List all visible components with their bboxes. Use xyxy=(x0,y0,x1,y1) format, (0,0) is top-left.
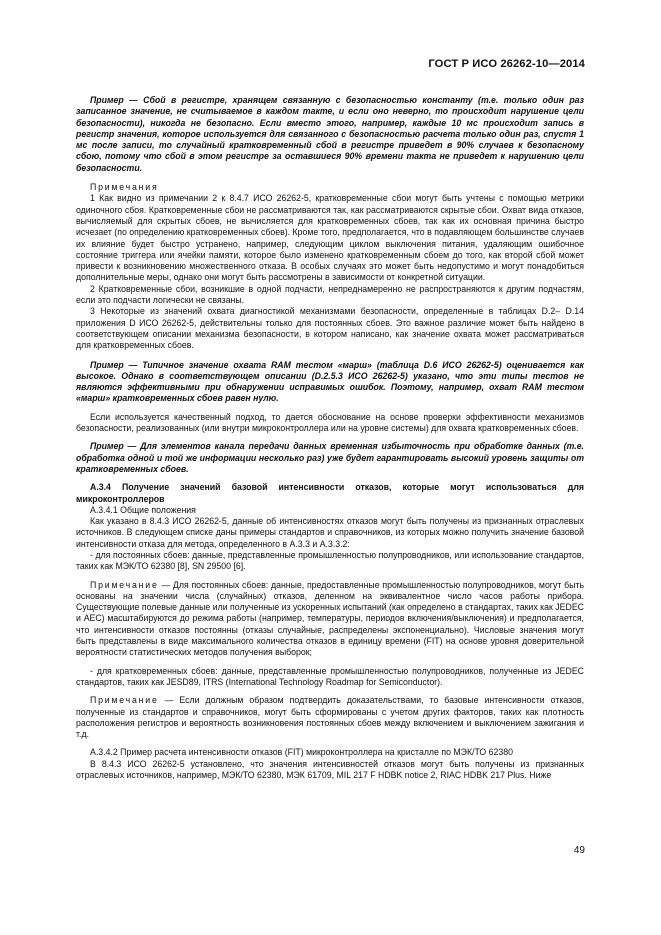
note-paragraph xyxy=(76,580,584,659)
example-paragraph: Пример — Сбой в регистре, хранящем связанную с безопасностью константу (т.е. только один раз записанное значение, не считываемое в каждом такте, и если оно неверно, то происходит нарушение цели безопасности), никогда не безопасно. Если вместо этого, например, каждые 10 мс происходит запись в регистр значения, которое используется для связанного с безопасностью расчета только один раз, спустя 1 мс после записи, то случайный кратковременный сбой в регистре приведет в 90% случаев к безопасному сбою, потому что сбой в этом регистре за оставшиеся 90% времени такта не приведет к нарушению цели безопасности. xyxy=(76,95,584,173)
list-item: - для постоянных сбоев: данные, представленные промышленностью полупроводников, или использование стандартов, таких как МЭК/ТО 62380 [8], SN 29500 [6]. xyxy=(76,549,584,572)
body-paragraph: В 8.4.3 ИСО 26262-5 установлено, что значения интенсивностей отказов могут быть получены из признанных отраслевых источников, например, МЭК/ТО 62380, МЭК 61709, MIL 217 F HDBK notice 2, RIAC HDBK 217 Plus. Ниже xyxy=(76,758,584,781)
note-label: Примечание xyxy=(90,579,159,590)
notes-heading: Примечания xyxy=(90,182,159,193)
note-3: 3 Некоторые из значений охвата диагностикой механизмами безопасности, определенные в таблицах D.2– D.14 приложения D ИСО 26262-5, действительны только для постоянных сбоев. Это важное различие может быть найдено в соответствующем описании механизма безопасности, в котором написано, как значение охвата может рассматриваться для кратковременных сбоев. xyxy=(76,306,584,351)
body-paragraph: Если используется качественный подход, то дается обоснование на основе проверки эффективности механизмов безопасности, реализованных (или внутри микроконтроллера или на уровне системы) для охвата кратковременных сбоев. xyxy=(76,411,584,434)
list-item: - для кратковременных сбоев: данные, представленные промышленностью полупроводников, полученные из JEDEC стандартов, таких как JESD89, ITRS (International Technology Roadmap for Semiconductor). xyxy=(76,665,584,687)
section-heading-a341: А.3.4.1 Общие положения xyxy=(90,504,196,515)
section-heading-a34: А.3.4 Получение значений базовой интенсивности отказов, которые могут использоваться для микроконтроллеров xyxy=(76,482,584,504)
note-text: — Для постоянных сбоев: данные, предоставленные промышленностью полупроводников, могут быть основаны на значении числа (случайных) отказов, деленном на эквивалентное число часов работы прибора. Существующие полевые данные или полученные из ускоренных испытаний (как определено в стандартах, таких как JEDEC и AEC) масштабируются до режима работы (например, температуры, периодов включения/выключения) и предполагается, что интенсивности отказов постоянны (отказы случайные, распределены экспоненциально). Числовые значения могут быть представлены в виде максимального количества отказов в единицу времени (FIT) на основе уровня доверительной вероятности статистических методов получения выборок; xyxy=(76,579,584,658)
document-header: ГОСТ Р ИСО 26262-10—2014 xyxy=(428,58,585,70)
document-body xyxy=(76,95,584,781)
note-1: 1 Как видно из примечании 2 к 8.4.7 ИСО 26262-5, кратковременные сбои могут быть учтены с помощью метрики одиночного сбоя. Кратковременные сбои не рассматриваются так, как рассматриваются скрытые сбои. Охват вида отказов, вычисляемый для скрытых сбоев, не вычисляется для кратковременных сбоев, так как их основная причина быстро исчезает (по определению кратковременных сбоев). Кроме того, предполагается, что в подавляющем большинстве случаев их влияние будет быстро устранено, например, следующим циклом выключения питания, удаляющим ошибочное состояние триггера или ячейки памяти, которое было изменено кратковременным сбоем до того, как второй сбой может привести к возникновению множественного отказа. В особых случаях это может быть недопустимо и могут понадобиться дополнительные меры, однако они могут быть рассмотрены в зависимости от конкретной ситуации. xyxy=(76,193,584,283)
example-paragraph: Пример — Для элементов канала передачи данных временная избыточность при обработке данных (т.е. обработка одной и той же информации несколько раз) уже будет гарантировать высокий уровень защиты от кратковременных сбоев. xyxy=(76,441,584,474)
note-label: Примечание xyxy=(90,695,159,706)
example-paragraph: Пример — Типичное значение охвата RAM тестом «марш» (таблица D.6 ИСО 26262-5) оценивается как высокое. Однако в соответствующем описании (D.2.5.3 ИСО 26262-5) указано, что эти типы тестов не являются эффективными при обнаружении исправимых ошибок. Поэтому, например, охват RAM тестом «марш» кратковременных сбоев равен нулю. xyxy=(76,359,584,404)
note-text: — Если должным образом подтвердить доказательствами, то базовые интенсивности отказов, полученные из стандартов и справочников, могут быть сформированы с учетом других факторов, таких как плотность расположения регистров и вероятность возникновения постоянных сбоев между включением и выключением зажигания и т.д. xyxy=(76,695,584,740)
note-2: 2 Кратковременные сбои, возникшие в одной подчасти, непреднамеренно не распространяются к другим подчастям, если это подчасти логически не связаны. xyxy=(76,283,584,306)
note-paragraph xyxy=(76,695,584,740)
section-heading-a342: А.3.4.2 Пример расчета интенсивности отказов (FIT) микроконтроллера на кристалле по МЭК/ТО 62380 xyxy=(90,747,513,758)
page-number: 49 xyxy=(573,845,585,856)
body-paragraph: Как указано в 8.4.3 ИСО 26262-5, данные об интенсивностях отказов могут быть получены из признанных отраслевых источников. В следующем списке даны примеры стандартов и справочников, из которых можно получить значение базовой интенсивности отказа для метода, определенного в А.3.3 и А.3.3.2: xyxy=(76,516,584,549)
